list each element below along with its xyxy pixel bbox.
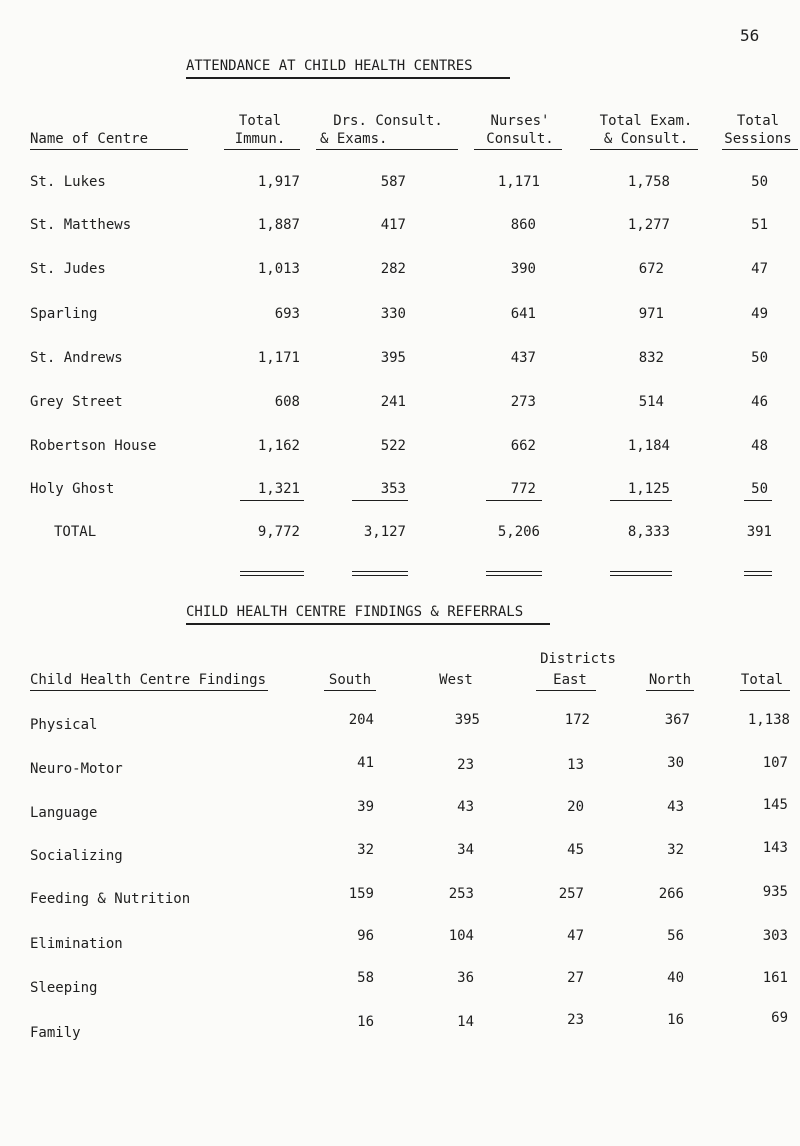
total-double-rule <box>352 571 408 576</box>
finding-label: Physical <box>30 717 98 733</box>
exam-value: 1,758 <box>627 174 670 190</box>
drs-value: 330 <box>380 306 406 322</box>
west-value: 36 <box>457 970 474 986</box>
sessions-value: 48 <box>751 438 768 454</box>
east-value: 13 <box>567 757 584 773</box>
header-underline <box>316 149 458 150</box>
sessions-value: 50 <box>751 350 768 366</box>
drs-value: 353 <box>380 481 406 497</box>
south-value: 58 <box>357 970 374 986</box>
header-underline <box>536 690 596 691</box>
header-name-of-centre: Name of Centre <box>30 131 149 147</box>
finding-label: Family <box>30 1025 81 1041</box>
centre-name: Sparling <box>30 306 98 322</box>
exam-value: 1,184 <box>627 438 670 454</box>
subtotal-rule <box>486 500 542 501</box>
nurses-value: 662 <box>510 438 536 454</box>
exam-value: 1,125 <box>627 481 670 497</box>
total-value: 145 <box>762 797 788 813</box>
sessions-value: 46 <box>751 394 768 410</box>
findings-title: CHILD HEALTH CENTRE FINDINGS & REFERRALS <box>186 604 524 620</box>
south-value: 204 <box>348 712 374 728</box>
north-value: 266 <box>658 886 684 902</box>
exam-value: 672 <box>638 261 664 277</box>
immun-value: 1,917 <box>257 174 300 190</box>
header-immun-1: Total <box>238 113 282 129</box>
header-underline <box>646 690 694 691</box>
nurses-value: 437 <box>510 350 536 366</box>
total-double-rule <box>744 571 772 576</box>
header-total: Total <box>740 672 784 688</box>
sessions-value: 50 <box>751 174 768 190</box>
west-value: 23 <box>457 757 474 773</box>
east-value: 27 <box>567 970 584 986</box>
subtotal-rule <box>240 500 304 501</box>
header-exam-1: Total Exam. <box>599 113 693 129</box>
exam-value: 1,277 <box>627 217 670 233</box>
west-value: 14 <box>457 1014 474 1030</box>
subtotal-rule <box>610 500 672 501</box>
nurses-value: 641 <box>510 306 536 322</box>
header-north: North <box>648 672 692 688</box>
north-value: 367 <box>664 712 690 728</box>
south-value: 96 <box>357 928 374 944</box>
page-number: 56 <box>740 26 760 45</box>
north-value: 30 <box>667 755 684 771</box>
header-exam-2: & Consult. <box>603 131 689 147</box>
west-value: 43 <box>457 799 474 815</box>
header-drs-1: Drs. Consult. <box>333 113 443 129</box>
drs-value: 587 <box>380 174 406 190</box>
drs-value: 395 <box>380 350 406 366</box>
districts-label: Districts <box>540 651 616 667</box>
total-double-rule <box>610 571 672 576</box>
centre-name: Robertson House <box>30 438 157 454</box>
subtotal-rule <box>744 500 772 501</box>
header-immun-2: Immun. <box>234 131 286 147</box>
total-double-rule <box>240 571 304 576</box>
centre-name: St. Lukes <box>30 174 106 190</box>
total-value: 143 <box>762 840 788 856</box>
finding-label: Neuro-Motor <box>30 761 123 777</box>
drs-value: 241 <box>380 394 406 410</box>
exam-value: 514 <box>638 394 664 410</box>
header-underline <box>740 690 790 691</box>
title-underline <box>186 77 510 79</box>
findings-title-underline <box>186 623 550 625</box>
header-sessions-1: Total <box>736 113 780 129</box>
centre-name: St. Judes <box>30 261 106 277</box>
header-underline <box>224 149 300 150</box>
south-value: 32 <box>357 842 374 858</box>
header-underline <box>30 690 268 691</box>
immun-value: 608 <box>274 394 300 410</box>
centre-name: Grey Street <box>30 394 123 410</box>
north-value: 40 <box>667 970 684 986</box>
north-value: 43 <box>667 799 684 815</box>
header-drs-2: & Exams. <box>320 131 388 147</box>
east-value: 20 <box>567 799 584 815</box>
header-findings-label: Child Health Centre Findings <box>30 672 267 688</box>
header-east: East <box>553 672 587 688</box>
immun-value: 1,321 <box>257 481 300 497</box>
header-nurses-2: Consult. <box>486 131 554 147</box>
header-underline <box>324 690 376 691</box>
east-value: 172 <box>564 712 590 728</box>
north-value: 56 <box>667 928 684 944</box>
sessions-value: 50 <box>751 481 768 497</box>
sessions-value: 49 <box>751 306 768 322</box>
east-value: 47 <box>567 928 584 944</box>
sessions-value: 47 <box>751 261 768 277</box>
south-value: 41 <box>357 755 374 771</box>
nurses-value: 1,171 <box>497 174 540 190</box>
east-value: 257 <box>558 886 584 902</box>
attendance-title: ATTENDANCE AT CHILD HEALTH CENTRES <box>186 58 473 74</box>
drs-value: 417 <box>380 217 406 233</box>
immun-total: 9,772 <box>257 524 300 540</box>
immun-value: 1,171 <box>257 350 300 366</box>
nurses-value: 273 <box>510 394 536 410</box>
total-value: 69 <box>771 1010 788 1026</box>
immun-value: 1,887 <box>257 217 300 233</box>
header-underline <box>474 149 562 150</box>
header-underline <box>590 149 698 150</box>
finding-label: Socializing <box>30 848 123 864</box>
total-value: 161 <box>762 970 788 986</box>
drs-value: 522 <box>380 438 406 454</box>
header-underline <box>30 149 188 150</box>
west-value: 395 <box>454 712 480 728</box>
drs-value: 282 <box>380 261 406 277</box>
west-value: 104 <box>448 928 474 944</box>
nurses-value: 390 <box>510 261 536 277</box>
nurses-value: 860 <box>510 217 536 233</box>
header-west: West <box>439 672 473 688</box>
centre-name: St. Andrews <box>30 350 123 366</box>
total-value: 107 <box>762 755 788 771</box>
sessions-total: 391 <box>746 524 772 540</box>
immun-value: 693 <box>274 306 300 322</box>
header-sessions-2: Sessions <box>724 131 792 147</box>
west-value: 253 <box>448 886 474 902</box>
finding-label: Feeding & Nutrition <box>30 891 191 907</box>
north-value: 16 <box>667 1012 684 1028</box>
nurses-value: 772 <box>510 481 536 497</box>
header-nurses-1: Nurses' <box>490 113 550 129</box>
west-value: 34 <box>457 842 474 858</box>
south-value: 159 <box>348 886 374 902</box>
total-value: 1,138 <box>747 712 790 728</box>
subtotal-rule <box>352 500 408 501</box>
immun-value: 1,013 <box>257 261 300 277</box>
total-value: 935 <box>762 884 788 900</box>
finding-label: Sleeping <box>30 980 98 996</box>
south-value: 39 <box>357 799 374 815</box>
exam-value: 971 <box>638 306 664 322</box>
finding-label: Language <box>30 805 98 821</box>
sessions-value: 51 <box>751 217 768 233</box>
total-label: TOTAL <box>54 524 97 540</box>
centre-name: St. Matthews <box>30 217 132 233</box>
centre-name: Holy Ghost <box>30 481 115 497</box>
exam-total: 8,333 <box>627 524 670 540</box>
north-value: 32 <box>667 842 684 858</box>
drs-total: 3,127 <box>363 524 406 540</box>
east-value: 45 <box>567 842 584 858</box>
total-double-rule <box>486 571 542 576</box>
header-south: South <box>328 672 372 688</box>
nurses-total: 5,206 <box>497 524 540 540</box>
immun-value: 1,162 <box>257 438 300 454</box>
exam-value: 832 <box>638 350 664 366</box>
header-underline <box>722 149 798 150</box>
total-value: 303 <box>762 928 788 944</box>
finding-label: Elimination <box>30 936 123 952</box>
east-value: 23 <box>567 1012 584 1028</box>
south-value: 16 <box>357 1014 374 1030</box>
